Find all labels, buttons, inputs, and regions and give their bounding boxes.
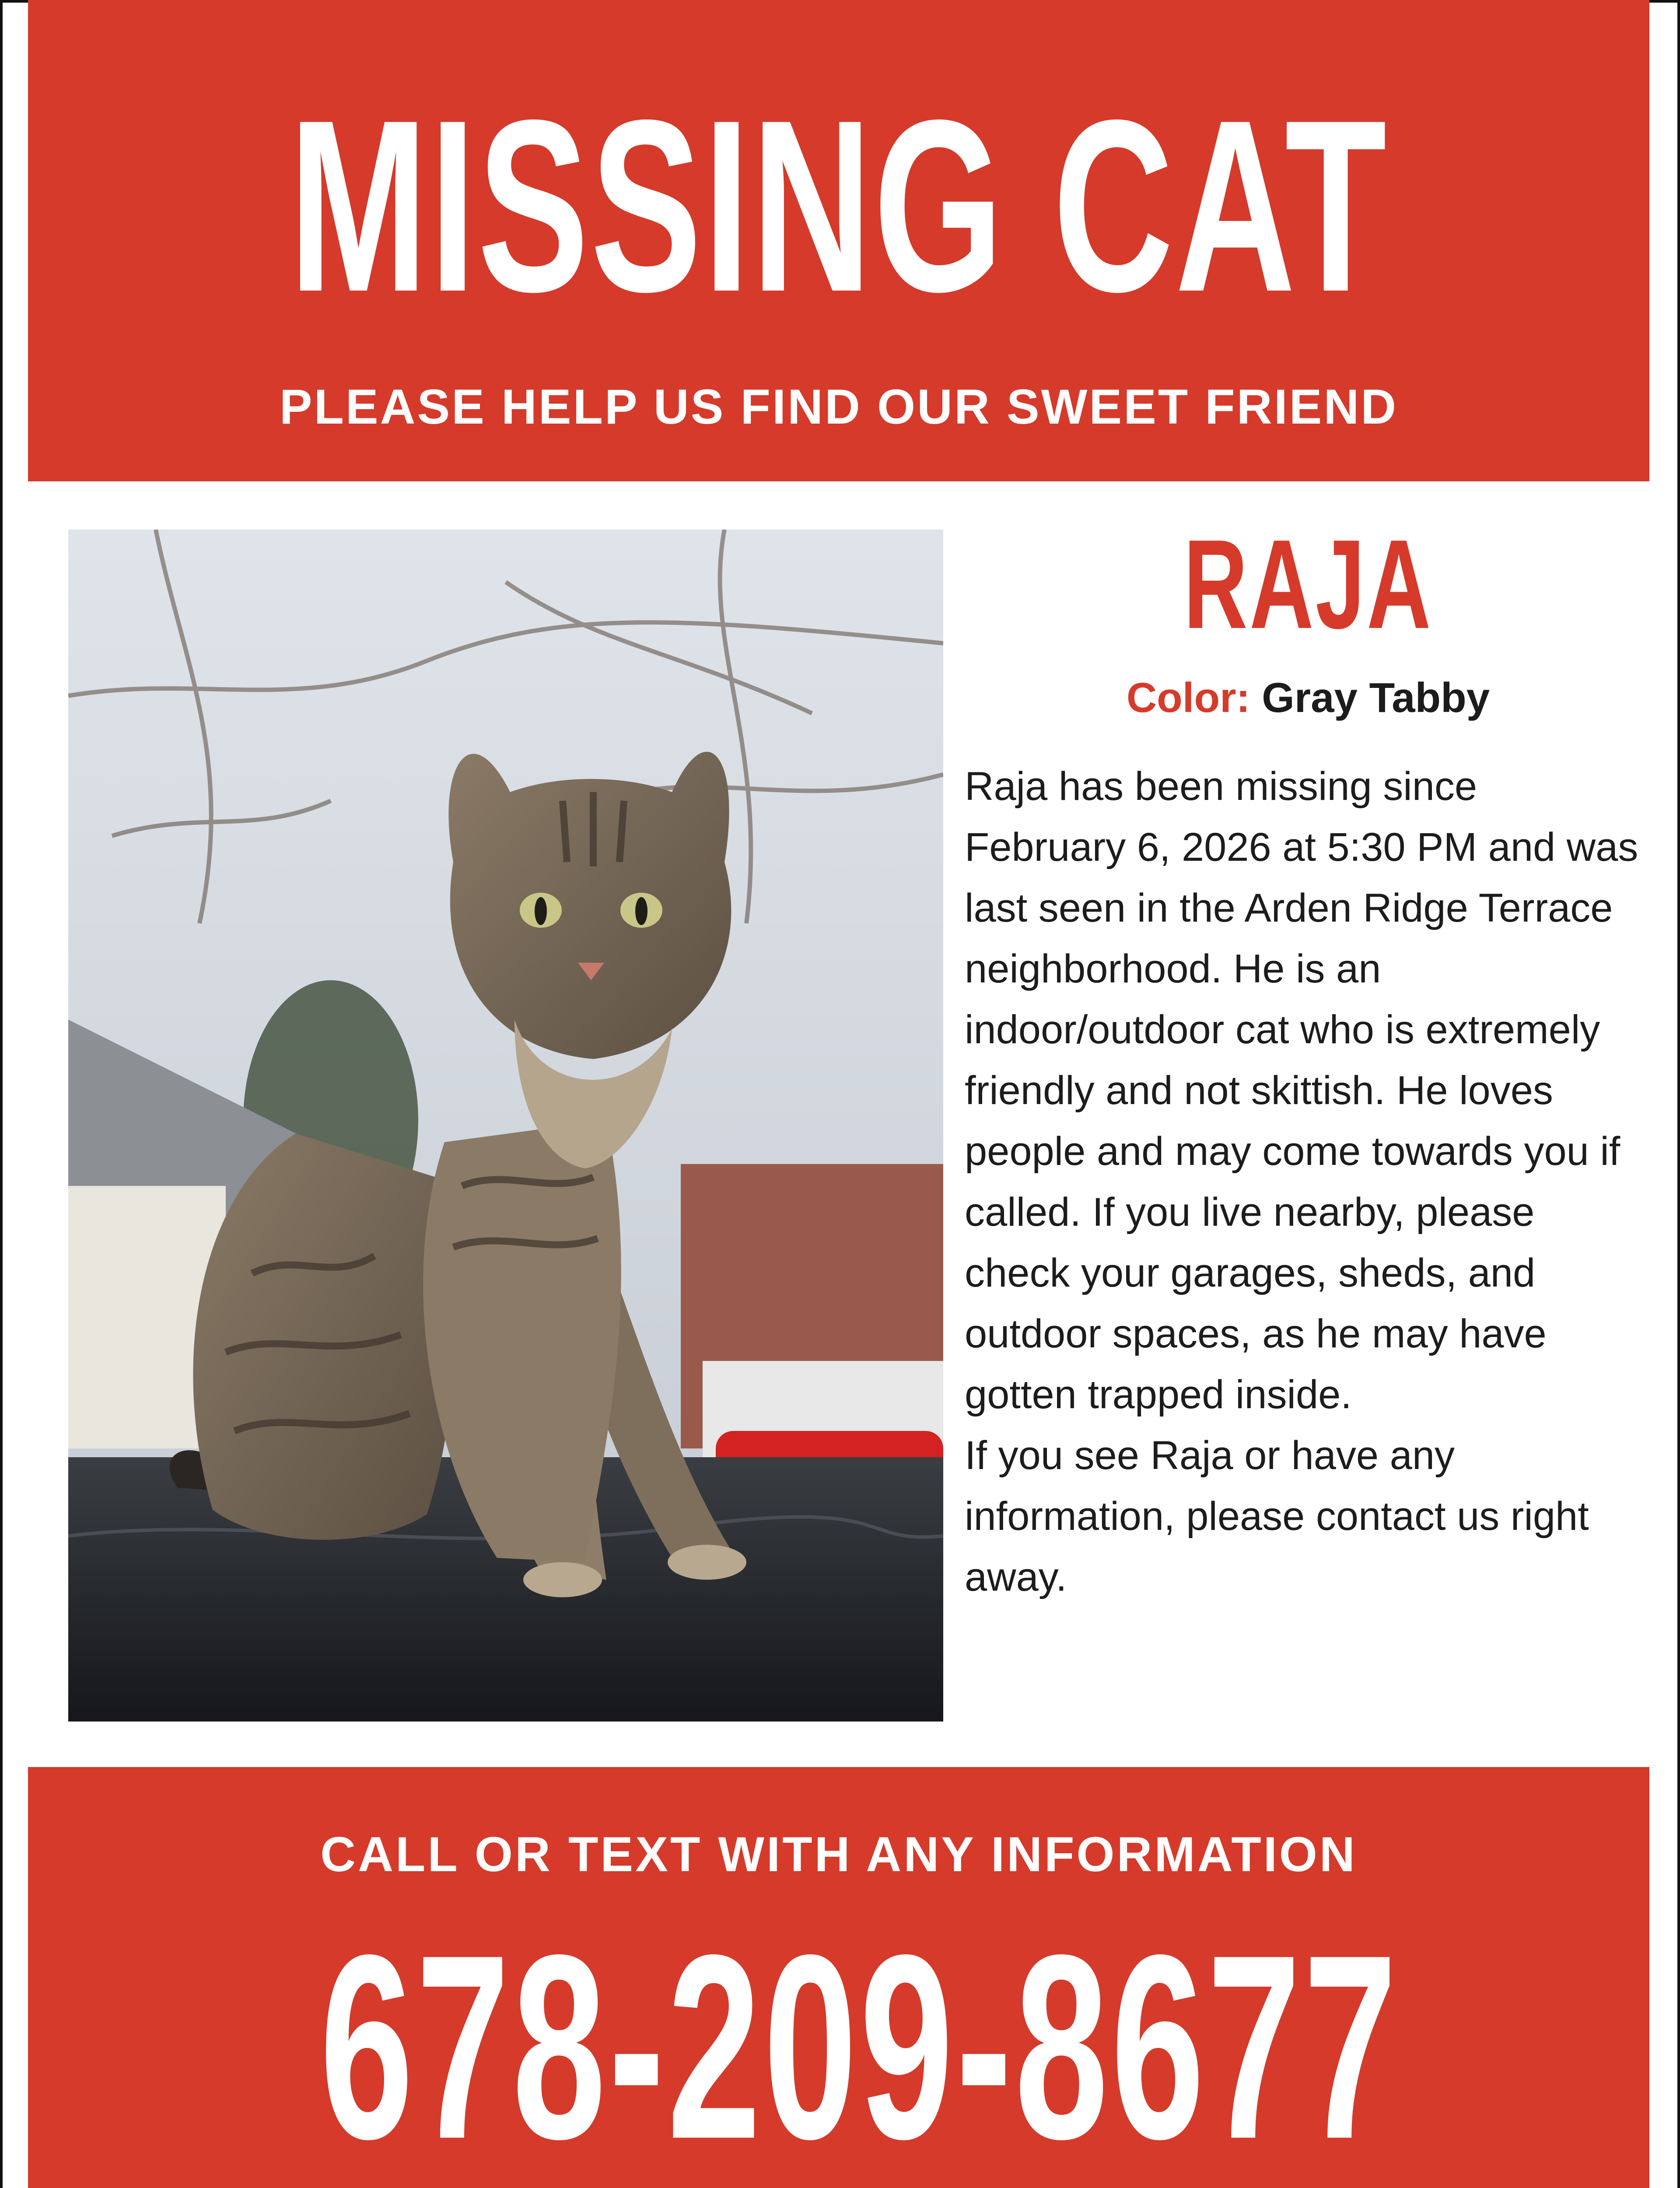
- contact-prompt: CALL OR TEXT WITH ANY INFORMATION: [320, 1827, 1357, 1882]
- poster-title: MISSING CAT: [289, 69, 1389, 343]
- poster-subtitle: PLEASE HELP US FIND OUR SWEET FRIEND: [279, 379, 1398, 434]
- phone-number: 678-209-8677: [320, 1900, 1400, 2188]
- description: [965, 756, 1647, 1608]
- description-paragraph: If you see Raja or have any information, please contact us right away.: [965, 1433, 1589, 1599]
- description-paragraph: Raja has been missing since February 6, 2026 at 5:30 PM and was last seen in the Arden Ridge Terrace neighborhood. He is an indoor/outdoor cat who is extremely friendly and not skittish. He loves people and may come towards you if called. If you live nearby, please check your garages, sheds, and outdoor spaces, as he may have gotten trapped inside.: [965, 764, 1638, 1417]
- header-banner: [28, 0, 1649, 481]
- footer-banner: [28, 1767, 1649, 2188]
- color-label: Color:: [1126, 674, 1250, 721]
- color-value: Gray Tabby: [1262, 674, 1490, 721]
- cat-name: RAJA: [1183, 513, 1433, 655]
- color-line: [971, 670, 1645, 726]
- cat-photo: [68, 529, 943, 1722]
